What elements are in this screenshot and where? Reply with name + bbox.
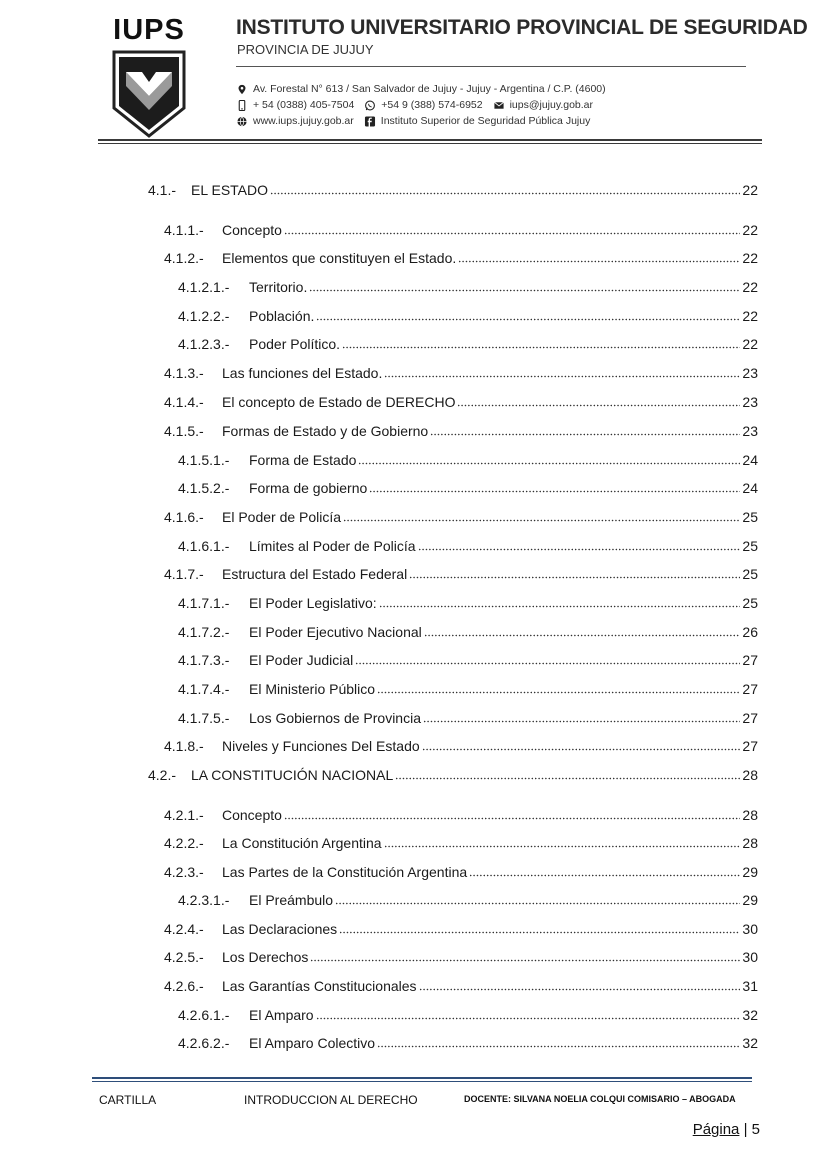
toc-entry-page: 22 <box>742 336 758 352</box>
footer-rule-thin <box>92 1081 752 1082</box>
toc-entry-title: El Poder de Policía <box>222 509 342 525</box>
toc-entry[interactable] <box>178 620 758 640</box>
toc-dot-leader <box>469 867 740 877</box>
toc-dot-leader <box>419 981 740 991</box>
toc-entry-number: 4.1.7.3.- <box>178 652 230 668</box>
footer-course: INTRODUCCION AL DERECHO <box>244 1093 418 1107</box>
address-line <box>236 83 606 95</box>
toc-entry-page: 22 <box>742 182 758 198</box>
toc-entry-number: 4.2.3.- <box>164 864 204 880</box>
toc-dot-leader <box>310 952 740 962</box>
mobile-phone-icon <box>236 100 248 111</box>
header-bottom-rule-thin <box>98 143 762 144</box>
toc-entry-title: Forma de Estado <box>249 452 357 468</box>
toc-entry[interactable] <box>178 706 758 726</box>
header-divider <box>236 66 746 67</box>
toc-entry-number: 4.1.7.2.- <box>178 624 230 640</box>
toc-dot-leader <box>457 397 740 407</box>
toc-dot-leader <box>395 770 740 780</box>
address-text: Av. Forestal N° 613 / San Salvador de Jujuy - Jujuy - Argentina / C.P. (4600) <box>253 83 606 95</box>
location-pin-icon <box>236 84 248 95</box>
toc-entry-page: 25 <box>742 509 758 525</box>
toc-entry-page: 29 <box>742 892 758 908</box>
toc-entry-number: 4.1.1.- <box>164 222 204 238</box>
toc-entry[interactable] <box>178 888 758 908</box>
toc-entry-title: Población. <box>249 308 315 324</box>
toc-entry[interactable] <box>164 917 758 937</box>
toc-entry[interactable] <box>178 677 758 697</box>
page-number-value: 5 <box>751 1121 760 1138</box>
footer-cartilla: CARTILLA <box>99 1093 157 1107</box>
toc-entry-page: 31 <box>742 978 758 994</box>
page-header <box>0 0 828 150</box>
toc-entry[interactable] <box>164 505 758 525</box>
toc-entry-number: 4.2.4.- <box>164 921 204 937</box>
toc-entry-page: 28 <box>742 835 758 851</box>
toc-entry[interactable] <box>164 974 758 994</box>
toc-entry-number: 4.1.2.2.- <box>178 308 230 324</box>
toc-dot-leader <box>339 924 740 934</box>
toc-entry-number: 4.2.6.1.- <box>178 1007 230 1023</box>
header-bottom-rule <box>98 139 762 141</box>
toc-entry-title: Las Partes de la Constitución Argentina <box>222 864 468 880</box>
toc-entry-title: El Amparo <box>249 1007 314 1023</box>
toc-entry[interactable] <box>164 803 758 823</box>
toc-dot-leader <box>379 598 740 608</box>
toc-entry[interactable] <box>164 945 758 965</box>
toc-entry-title: Elementos que constituyen el Estado. <box>222 250 457 266</box>
toc-entry-number: 4.2.2.- <box>164 835 204 851</box>
toc-entry-number: 4.1.7.- <box>164 566 204 582</box>
toc-dot-leader <box>316 1010 740 1020</box>
toc-dot-leader <box>355 655 740 665</box>
toc-entry-title: Las funciones del Estado. <box>222 365 383 381</box>
toc-entry[interactable] <box>164 361 758 381</box>
toc-dot-leader <box>424 627 740 637</box>
toc-dot-leader <box>377 684 740 694</box>
toc-entry-page: 30 <box>742 949 758 965</box>
toc-entry[interactable] <box>164 246 758 266</box>
toc-entry-title: Las Garantías Constitucionales <box>222 978 417 994</box>
toc-entry-title: Los Derechos <box>222 949 309 965</box>
toc-entry-title: Niveles y Funciones Del Estado <box>222 738 420 754</box>
toc-entry-title: El Ministerio Público <box>249 681 376 697</box>
toc-entry[interactable] <box>164 419 758 439</box>
phone-line <box>236 99 593 111</box>
toc-entry[interactable] <box>164 860 758 880</box>
toc-dot-leader <box>316 311 740 321</box>
toc-entry-number: 4.1.8.- <box>164 738 204 754</box>
toc-entry[interactable] <box>178 648 758 668</box>
toc-entry-title: Los Gobiernos de Provincia <box>249 710 421 726</box>
province-name: PROVINCIA DE JUJUY <box>237 42 374 57</box>
toc-entry[interactable] <box>148 763 758 783</box>
facebook-icon <box>364 116 376 127</box>
toc-entry[interactable] <box>164 734 758 754</box>
toc-entry-page: 23 <box>742 423 758 439</box>
toc-entry-page: 28 <box>742 807 758 823</box>
toc-entry-number: 4.2.1.- <box>164 807 204 823</box>
toc-entry[interactable] <box>178 591 758 611</box>
page-label: Página <box>692 1121 740 1138</box>
web-line <box>236 115 590 127</box>
toc-entry-title: El Poder Legislativo: <box>249 595 377 611</box>
toc-entry-number: 4.1.6.1.- <box>178 538 230 554</box>
toc-dot-leader <box>369 483 740 493</box>
toc-entry-title: Estructura del Estado Federal <box>222 566 408 582</box>
toc-entry-number: 4.1.5.1.- <box>178 452 230 468</box>
email-text: iups@jujuy.gob.ar <box>509 99 594 111</box>
toc-entry-title: El Preámbulo <box>249 892 334 908</box>
toc-entry-title: Límites al Poder de Policía <box>249 538 416 554</box>
toc-dot-leader <box>343 512 740 522</box>
toc-entry-number: 4.1.5.2.- <box>178 480 230 496</box>
toc-entry-title: El Amparo Colectivo <box>249 1035 376 1051</box>
toc-entry-number: 4.2.5.- <box>164 949 204 965</box>
toc-entry[interactable] <box>164 218 758 238</box>
toc-dot-leader <box>418 541 740 551</box>
toc-entry-page: 27 <box>742 710 758 726</box>
toc-entry-title: El Poder Judicial <box>249 652 354 668</box>
toc-entry-number: 4.1.5.- <box>164 423 204 439</box>
toc-entry-title: El concepto de Estado de DERECHO <box>222 394 456 410</box>
toc-dot-leader <box>284 225 740 235</box>
toc-entry-page: 30 <box>742 921 758 937</box>
toc-entry-number: 4.2.6.- <box>164 978 204 994</box>
toc-dot-leader <box>458 253 740 263</box>
toc-entry-number: 4.1.4.- <box>164 394 204 410</box>
toc-entry-page: 25 <box>742 538 758 554</box>
toc-entry-page: 23 <box>742 365 758 381</box>
toc-entry[interactable] <box>178 1031 758 1051</box>
iups-logo <box>108 14 190 138</box>
logo-text: IUPS <box>113 14 185 46</box>
toc-entry-number: 4.2.6.2.- <box>178 1035 230 1051</box>
toc-entry-number: 4.2.- <box>148 767 177 783</box>
toc-entry-page: 25 <box>742 566 758 582</box>
toc-entry-page: 22 <box>742 279 758 295</box>
toc-entry[interactable] <box>148 178 758 198</box>
toc-entry-page: 24 <box>742 452 758 468</box>
toc-entry-title: Concepto <box>222 807 282 823</box>
shield-logo-icon <box>112 50 186 138</box>
whatsapp-text: +54 9 (388) 574-6952 <box>381 99 483 111</box>
toc-entry-number: 4.1.2.- <box>164 250 204 266</box>
toc-entry-page: 32 <box>742 1007 758 1023</box>
toc-entry-page: 22 <box>742 222 758 238</box>
toc-entry-page: 23 <box>742 394 758 410</box>
toc-entry-title: Poder Político. <box>249 336 341 352</box>
toc-entry-number: 4.1.2.1.- <box>178 279 230 295</box>
toc-entry-page: 26 <box>742 624 758 640</box>
toc-entry-page: 22 <box>742 250 758 266</box>
toc-entry-page: 27 <box>742 652 758 668</box>
footer-teacher: DOCENTE: SILVANA NOELIA COLQUI COMISARIO – ABOGADA <box>464 1094 736 1104</box>
toc-entry[interactable] <box>178 275 758 295</box>
toc-entry-number: 4.1.7.4.- <box>178 681 230 697</box>
toc-dot-leader <box>409 569 740 579</box>
whatsapp-icon <box>364 100 376 111</box>
toc-dot-leader <box>358 455 740 465</box>
toc-entry-page: 24 <box>742 480 758 496</box>
footer-rule <box>92 1077 752 1079</box>
toc-dot-leader <box>430 426 740 436</box>
toc-entry-title: EL ESTADO <box>191 182 269 198</box>
page-number <box>693 1121 760 1138</box>
toc-dot-leader <box>377 1038 740 1048</box>
toc-entry-number: 4.1.7.1.- <box>178 595 230 611</box>
toc-entry-title: Territorio. <box>249 279 308 295</box>
toc-entry[interactable] <box>178 448 758 468</box>
toc-entry-number: 4.1.7.5.- <box>178 710 230 726</box>
toc-dot-leader <box>284 810 740 820</box>
facebook-text: Instituto Superior de Seguridad Pública Jujuy <box>380 115 591 127</box>
toc-entry[interactable] <box>164 831 758 851</box>
toc-entry-title: LA CONSTITUCIÓN NACIONAL <box>191 767 394 783</box>
toc-entry-title: La Constitución Argentina <box>222 835 382 851</box>
phone-text: + 54 (0388) 405-7504 <box>253 99 355 111</box>
toc-entry-title: Concepto <box>222 222 282 238</box>
toc-entry-page: 27 <box>742 681 758 697</box>
toc-entry-title: Formas de Estado y de Gobierno <box>222 423 429 439</box>
institution-name: INSTITUTO UNIVERSITARIO PROVINCIAL DE SEGURIDAD <box>236 16 808 39</box>
toc-dot-leader <box>422 741 740 751</box>
toc-dot-leader <box>309 282 740 292</box>
toc-dot-leader <box>342 339 740 349</box>
toc-entry-page: 28 <box>742 767 758 783</box>
toc-entry[interactable] <box>178 304 758 324</box>
toc-entry-title: El Poder Ejecutivo Nacional <box>249 624 422 640</box>
toc-entry-number: 4.1.3.- <box>164 365 204 381</box>
toc-entry[interactable] <box>164 562 758 582</box>
toc-entry-page: 27 <box>742 738 758 754</box>
toc-entry[interactable] <box>164 390 758 410</box>
toc-dot-leader <box>270 185 740 195</box>
toc-entry-page: 32 <box>742 1035 758 1051</box>
toc-entry-number: 4.1.6.- <box>164 509 204 525</box>
toc-entry-title: Las Declaraciones <box>222 921 338 937</box>
email-icon <box>493 100 505 111</box>
toc-dot-leader <box>423 713 740 723</box>
page-separator: | <box>743 1121 748 1138</box>
toc-entry-number: 4.2.3.1.- <box>178 892 230 908</box>
toc-entry-page: 25 <box>742 595 758 611</box>
toc-entry[interactable] <box>178 534 758 554</box>
toc-entry[interactable] <box>178 1003 758 1023</box>
website-text: www.iups.jujuy.gob.ar <box>253 115 354 127</box>
toc-entry-page: 22 <box>742 308 758 324</box>
globe-icon <box>236 116 248 127</box>
toc-entry-page: 29 <box>742 864 758 880</box>
toc-entry-title: Forma de gobierno <box>249 480 368 496</box>
toc-dot-leader <box>384 368 740 378</box>
toc-entry-number: 4.1.- <box>148 182 177 198</box>
toc-entry-number: 4.1.2.3.- <box>178 336 230 352</box>
toc-entry[interactable] <box>178 332 758 352</box>
toc-entry[interactable] <box>178 476 758 496</box>
toc-dot-leader <box>384 838 740 848</box>
toc-dot-leader <box>335 895 740 905</box>
